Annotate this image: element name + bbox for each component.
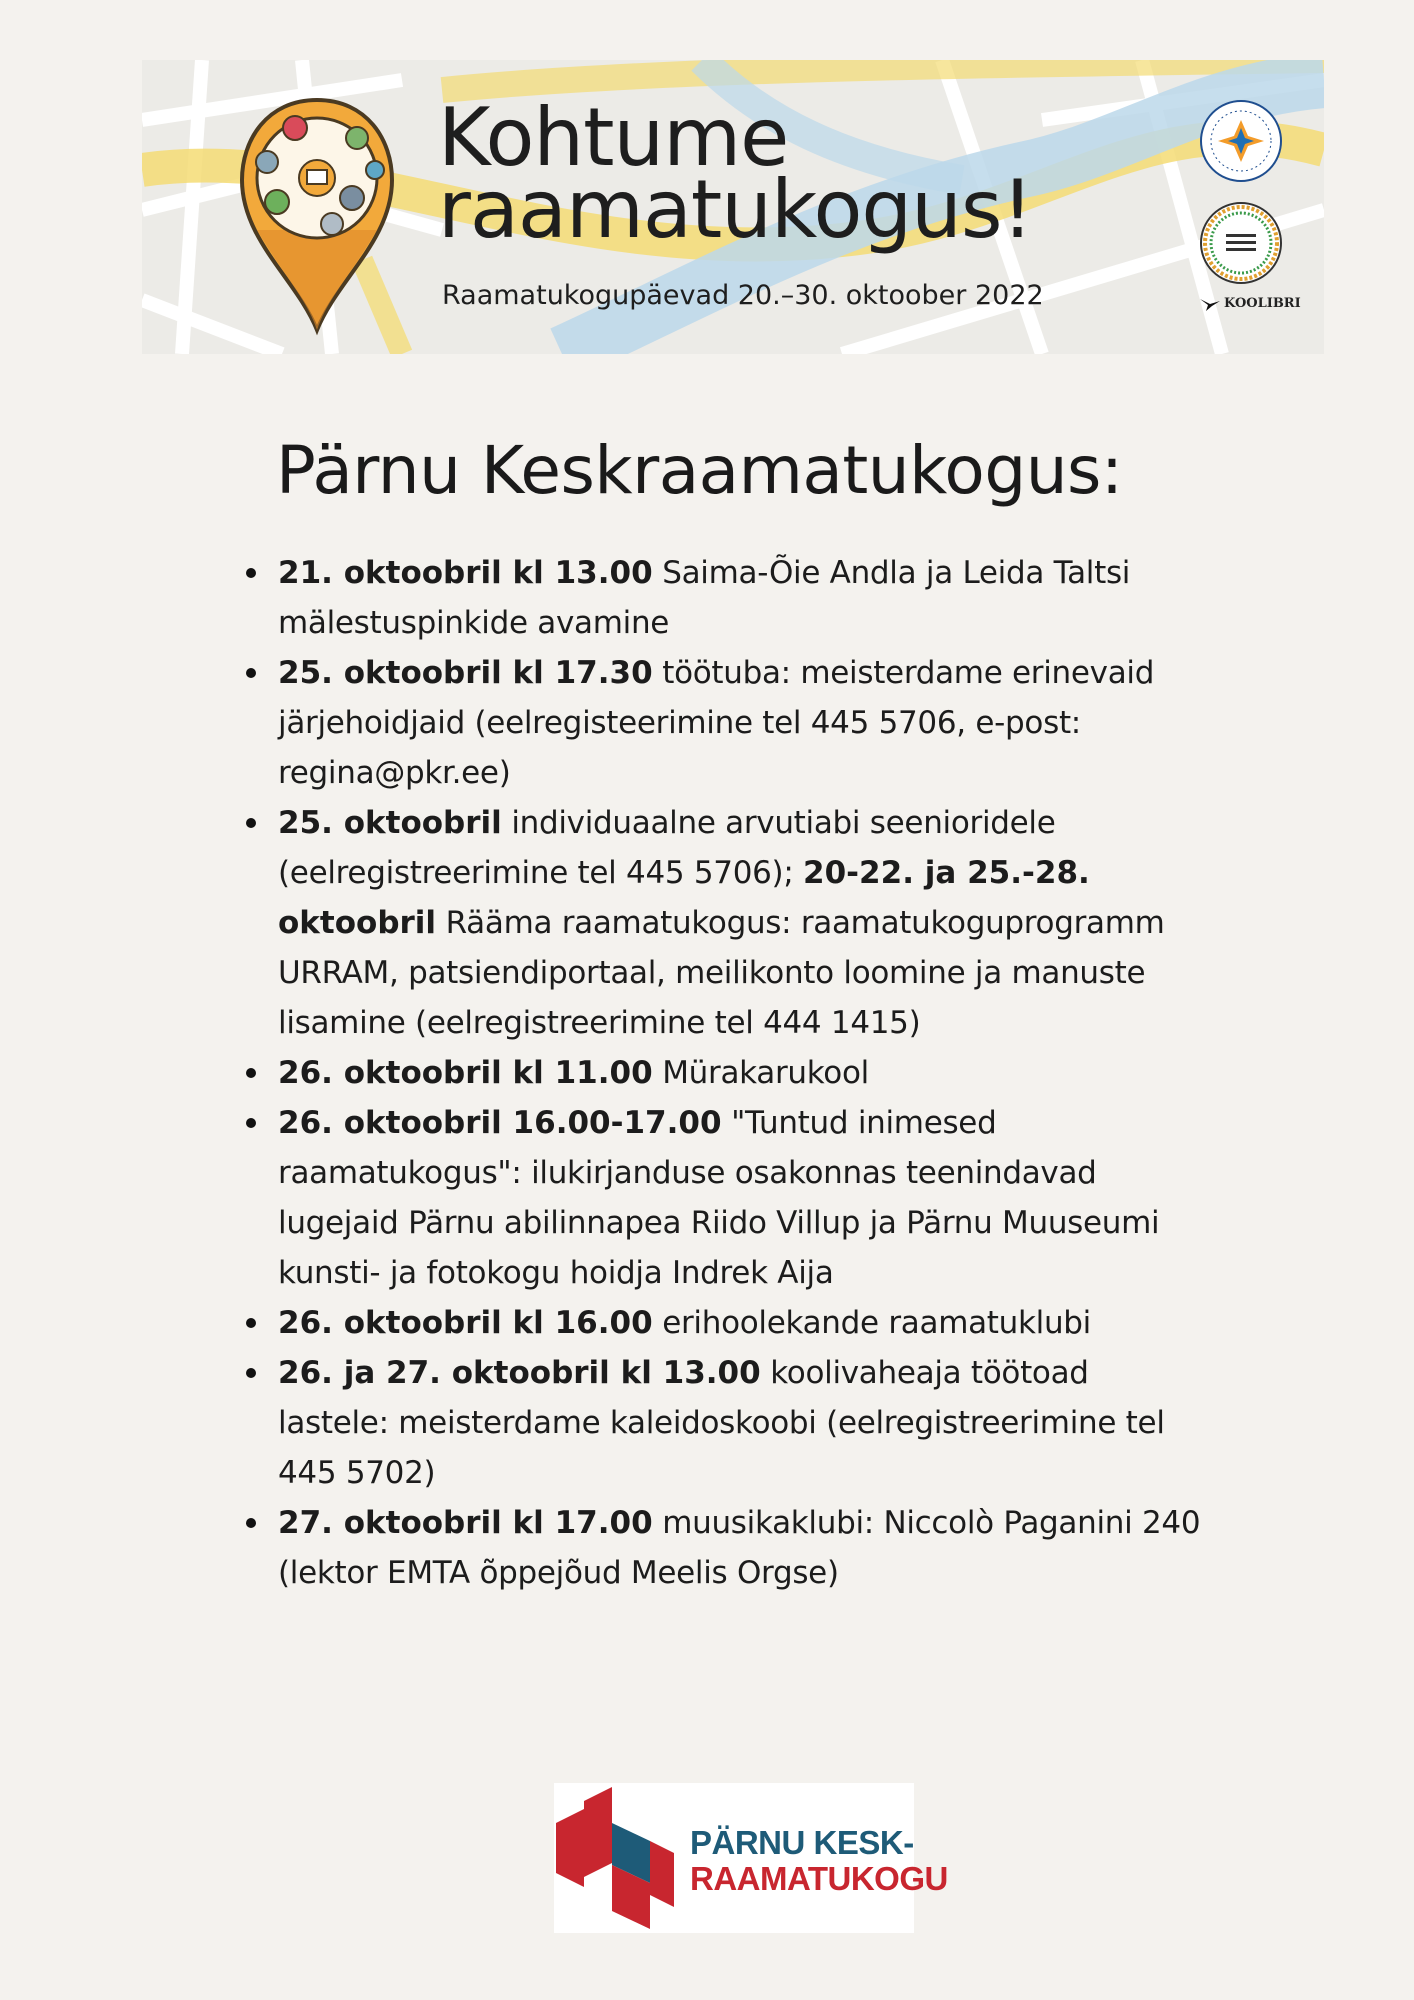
event-description: Saima-Õie Andla ja Leida Taltsi mälestuspinkide avamine bbox=[278, 555, 1131, 641]
event-date: 20-22. ja 25.-28. oktoobril bbox=[278, 855, 1090, 941]
list-item bbox=[278, 1348, 1208, 1498]
list-item bbox=[278, 798, 1208, 1048]
list-item bbox=[278, 1048, 1208, 1098]
list-item bbox=[278, 1298, 1208, 1348]
event-description: "Tuntud inimesed raamatukogus": ilukirjanduse osakonnas teenindavad lugejaid Pärnu abilinnapea Riido Villup ja Pärnu Muuseumi kunsti- ja fotokogu hoidja Indrek Aija bbox=[278, 1105, 1160, 1291]
library-year-badge bbox=[1198, 200, 1284, 286]
event-date: 26. oktoobril kl 11.00 bbox=[278, 1055, 653, 1091]
hummingbird-icon bbox=[1200, 297, 1220, 311]
event-description: Mürakarukool bbox=[652, 1055, 869, 1091]
events-list bbox=[278, 548, 1208, 1598]
banner-subtitle: Raamatukogupäevad 20.–30. oktoober 2022 bbox=[442, 280, 1044, 311]
list-item bbox=[278, 1098, 1208, 1298]
event-description: koolivaheaja töötoad lastele: meisterdame kaleidoskoobi (eelregistreerimine tel 445 5702) bbox=[278, 1355, 1165, 1491]
banner-title: Kohtume raamatukogus! bbox=[438, 91, 1033, 256]
event-date: 26. ja 27. oktoobril kl 13.00 bbox=[278, 1355, 761, 1391]
library-logo-text bbox=[690, 1825, 948, 1897]
event-banner bbox=[142, 60, 1324, 354]
event-description: erihoolekande raamatuklubi bbox=[652, 1305, 1091, 1341]
event-date: 26. oktoobril kl 16.00 bbox=[278, 1305, 653, 1341]
list-item bbox=[278, 648, 1208, 798]
library-logo-mark-icon bbox=[554, 1783, 684, 1933]
koolibri-logo bbox=[1200, 296, 1301, 311]
event-date: 25. oktoobril bbox=[278, 805, 502, 841]
librarians-association-badge bbox=[1198, 98, 1284, 184]
event-date: 21. oktoobril kl 13.00 bbox=[278, 555, 653, 591]
library-logo bbox=[554, 1783, 948, 1933]
event-date: 25. oktoobril kl 17.30 bbox=[278, 655, 653, 691]
page-title: Pärnu Keskraamatukogus: bbox=[276, 432, 1123, 509]
list-item bbox=[278, 1498, 1208, 1598]
event-description: töötuba: meisterdame erinevaid järjehoidjaid (eelregisteerimine tel 445 5706, e-post: regina@pkr.ee) bbox=[278, 655, 1155, 791]
koolibri-label: KOOLIBRI bbox=[1224, 296, 1301, 311]
event-description: muusikaklubi: Niccolò Paganini 240 (lektor EMTA õppejõud Meelis Orgse) bbox=[278, 1505, 1201, 1591]
logo-line-2: RAAMATUKOGU bbox=[690, 1860, 948, 1897]
event-date: 26. oktoobril 16.00-17.00 bbox=[278, 1105, 722, 1141]
event-description: individuaalne arvutiabi seenioridele (eelregistreerimine tel 445 5706); bbox=[278, 805, 1056, 891]
event-date: 27. oktoobril kl 17.00 bbox=[278, 1505, 653, 1541]
location-pin-icon bbox=[237, 90, 397, 340]
event-description: Rääma raamatukogus: raamatukoguprogramm URRAM, patsiendiportaal, meilikonto loomine ja manuste lisamine (eelregistreerimine tel 444 1415) bbox=[278, 905, 1165, 1041]
logo-line-1: PÄRNU KESK- bbox=[690, 1824, 914, 1861]
list-item bbox=[278, 548, 1208, 648]
